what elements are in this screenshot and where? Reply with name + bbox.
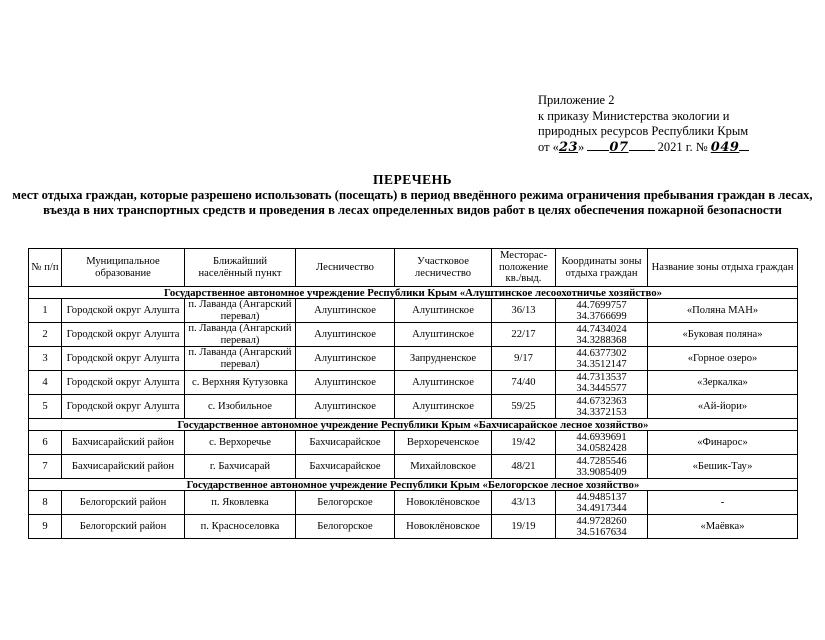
cell-forestry: Алуштинское xyxy=(296,347,395,371)
cell-number: 1 xyxy=(29,299,62,323)
cell-district-forestry: Алуштинское xyxy=(395,371,492,395)
cell-location: 9/17 xyxy=(492,347,556,371)
cell-settlement: п. Красноселовка xyxy=(185,515,296,539)
cell-zone-name: «Поляна МАН» xyxy=(648,299,798,323)
cell-coordinates xyxy=(556,455,648,479)
cell-zone-name: - xyxy=(648,491,798,515)
cell-coordinates xyxy=(556,491,648,515)
header-number: № п/п xyxy=(29,249,62,287)
cell-forestry: Алуштинское xyxy=(296,371,395,395)
document-subtitle: мест отдыха граждан, которые разрешено использовать (посещать) в период введённого режима ограничения пребывания граждан в лесах, въезда в них транспортных средств и проведения в лесах определенных видов работ в целях обеспечения пожарной безопасности xyxy=(12,188,813,217)
appendix-date-line xyxy=(538,140,782,156)
header-settlement: Ближайший населённый пункт xyxy=(185,249,296,287)
cell-district-forestry: Алуштинское xyxy=(395,395,492,419)
cell-coordinates xyxy=(556,323,648,347)
cell-forestry: Бахчисарайское xyxy=(296,455,395,479)
coordinate-latitude: 44.7434024 xyxy=(576,323,627,335)
cell-municipality: Городской округ Алушта xyxy=(62,299,185,323)
header-district-forestry: Участковое лесничество xyxy=(395,249,492,287)
appendix-block xyxy=(538,93,782,155)
appendix-ministry: природных ресурсов Республики Крым xyxy=(538,124,749,138)
cell-coordinates xyxy=(556,299,648,323)
cell-forestry: Бахчисарайское xyxy=(296,431,395,455)
table-row xyxy=(29,371,798,395)
cell-forestry: Белогорское xyxy=(296,491,395,515)
header-location: Месторас-положение кв./выд. xyxy=(492,249,556,287)
cell-municipality: Городской округ Алушта xyxy=(62,347,185,371)
document-heading: ПЕРЕЧЕНЬ xyxy=(372,172,453,187)
cell-number: 5 xyxy=(29,395,62,419)
cell-zone-name: «Буковая поляна» xyxy=(648,323,798,347)
coordinate-longitude: 33.9085409 xyxy=(576,466,627,478)
coordinate-latitude: 44.6732363 xyxy=(576,395,627,407)
cell-location: 36/13 xyxy=(492,299,556,323)
cell-location: 19/42 xyxy=(492,431,556,455)
cell-zone-name: «Маёвка» xyxy=(648,515,798,539)
header-forestry: Лесничество xyxy=(296,249,395,287)
table-row xyxy=(29,323,798,347)
table-row xyxy=(29,455,798,479)
cell-location: 19/19 xyxy=(492,515,556,539)
cell-location: 59/25 xyxy=(492,395,556,419)
cell-district-forestry: Запрудненское xyxy=(395,347,492,371)
cell-number: 3 xyxy=(29,347,62,371)
cell-number: 2 xyxy=(29,323,62,347)
coordinate-longitude: 34.3512147 xyxy=(576,358,627,370)
cell-municipality: Белогорский район xyxy=(62,515,185,539)
cell-district-forestry: Алуштинское xyxy=(395,299,492,323)
coordinate-latitude: 44.7313537 xyxy=(576,371,627,383)
cell-municipality: Бахчисарайский район xyxy=(62,431,185,455)
cell-municipality: Бахчисарайский район xyxy=(62,455,185,479)
coordinate-longitude: 34.3766699 xyxy=(576,310,627,322)
cell-municipality: Белогорский район xyxy=(62,491,185,515)
coordinate-longitude: 34.3288368 xyxy=(576,334,627,346)
date-blank xyxy=(587,150,609,151)
date-prefix: от « xyxy=(538,139,559,154)
coordinate-latitude: 44.7699757 xyxy=(576,299,627,311)
cell-settlement: с. Верхняя Кутузовка xyxy=(185,371,296,395)
group-title: Государственное автономное учреждение Республики Крым «Белогорское лесное хозяйство» xyxy=(29,479,798,491)
group-title: Государственное автономное учреждение Республики Крым «Алуштинское лесоохотничье хозяйство» xyxy=(29,287,798,299)
cell-zone-name: «Ай-йори» xyxy=(648,395,798,419)
cell-settlement: п. Лаванда (Ангарский перевал) xyxy=(185,347,296,371)
cell-coordinates xyxy=(556,395,648,419)
cell-coordinates xyxy=(556,347,648,371)
table-row xyxy=(29,347,798,371)
coordinate-longitude: 34.3445577 xyxy=(576,382,627,394)
cell-settlement: п. Яковлевка xyxy=(185,491,296,515)
table-row xyxy=(29,395,798,419)
coordinate-longitude: 34.5167634 xyxy=(576,526,627,538)
handwritten-order-number: 049 xyxy=(710,139,740,155)
cell-settlement: п. Лаванда (Ангарский перевал) xyxy=(185,323,296,347)
cell-number: 8 xyxy=(29,491,62,515)
cell-coordinates xyxy=(556,371,648,395)
cell-location: 43/13 xyxy=(492,491,556,515)
table-row xyxy=(29,491,798,515)
coordinate-latitude: 44.7285546 xyxy=(576,455,627,467)
coordinate-longitude: 34.3372153 xyxy=(576,406,627,418)
cell-number: 6 xyxy=(29,431,62,455)
cell-forestry: Белогорское xyxy=(296,515,395,539)
table-row xyxy=(29,431,798,455)
recreation-zones-table xyxy=(28,248,798,539)
cell-zone-name: «Горное озеро» xyxy=(648,347,798,371)
handwritten-month: 07 xyxy=(609,139,629,155)
coordinate-longitude: 34.0582428 xyxy=(576,442,627,454)
appendix-title: Приложение 2 xyxy=(538,93,615,107)
coordinate-latitude: 44.9728260 xyxy=(576,515,627,527)
cell-coordinates xyxy=(556,431,648,455)
cell-zone-name: «Зеркалка» xyxy=(648,371,798,395)
cell-zone-name: «Финарос» xyxy=(648,431,798,455)
date-year: 2021 г. № xyxy=(657,139,708,154)
number-blank xyxy=(739,150,749,151)
cell-forestry: Алуштинское xyxy=(296,395,395,419)
cell-forestry: Алуштинское xyxy=(296,299,395,323)
cell-district-forestry: Новоклёновское xyxy=(395,515,492,539)
cell-coordinates xyxy=(556,515,648,539)
cell-forestry: Алуштинское xyxy=(296,323,395,347)
cell-district-forestry: Новоклёновское xyxy=(395,491,492,515)
cell-settlement: с. Верхоречье xyxy=(185,431,296,455)
cell-district-forestry: Верхореченское xyxy=(395,431,492,455)
date-blank xyxy=(629,150,655,151)
cell-number: 4 xyxy=(29,371,62,395)
table-body xyxy=(29,287,798,539)
table-header-row xyxy=(29,249,798,287)
table-row xyxy=(29,299,798,323)
cell-number: 7 xyxy=(29,455,62,479)
cell-location: 74/40 xyxy=(492,371,556,395)
group-header-row xyxy=(29,287,798,299)
handwritten-day: 23 xyxy=(558,139,579,155)
cell-settlement: г. Бахчисарай xyxy=(185,455,296,479)
cell-location: 22/17 xyxy=(492,323,556,347)
cell-settlement: п. Лаванда (Ангарский перевал) xyxy=(185,299,296,323)
date-mid: » xyxy=(578,139,585,154)
coordinate-latitude: 44.6939691 xyxy=(576,431,627,443)
coordinate-latitude: 44.6377302 xyxy=(576,347,627,359)
coordinate-latitude: 44.9485137 xyxy=(576,491,627,503)
cell-zone-name: «Бешик-Тау» xyxy=(648,455,798,479)
cell-district-forestry: Алуштинское xyxy=(395,323,492,347)
cell-municipality: Городской округ Алушта xyxy=(62,395,185,419)
cell-municipality: Городской округ Алушта xyxy=(62,323,185,347)
group-header-row xyxy=(29,419,798,431)
cell-district-forestry: Михайловское xyxy=(395,455,492,479)
header-coordinates: Координаты зоны отдыха граждан xyxy=(556,249,648,287)
cell-number: 9 xyxy=(29,515,62,539)
coordinate-longitude: 34.4917344 xyxy=(576,502,627,514)
header-zone-name: Название зоны отдыха граждан xyxy=(648,249,798,287)
appendix-order-ref: к приказу Министерства экологии и xyxy=(538,108,730,123)
group-header-row xyxy=(29,479,798,491)
cell-location: 48/21 xyxy=(492,455,556,479)
table-row xyxy=(29,515,798,539)
header-municipality: Муниципальное образование xyxy=(62,249,185,287)
cell-municipality: Городской округ Алушта xyxy=(62,371,185,395)
group-title: Государственное автономное учреждение Республики Крым «Бахчисарайское лесное хозяйство» xyxy=(29,419,798,431)
cell-settlement: с. Изобильное xyxy=(185,395,296,419)
